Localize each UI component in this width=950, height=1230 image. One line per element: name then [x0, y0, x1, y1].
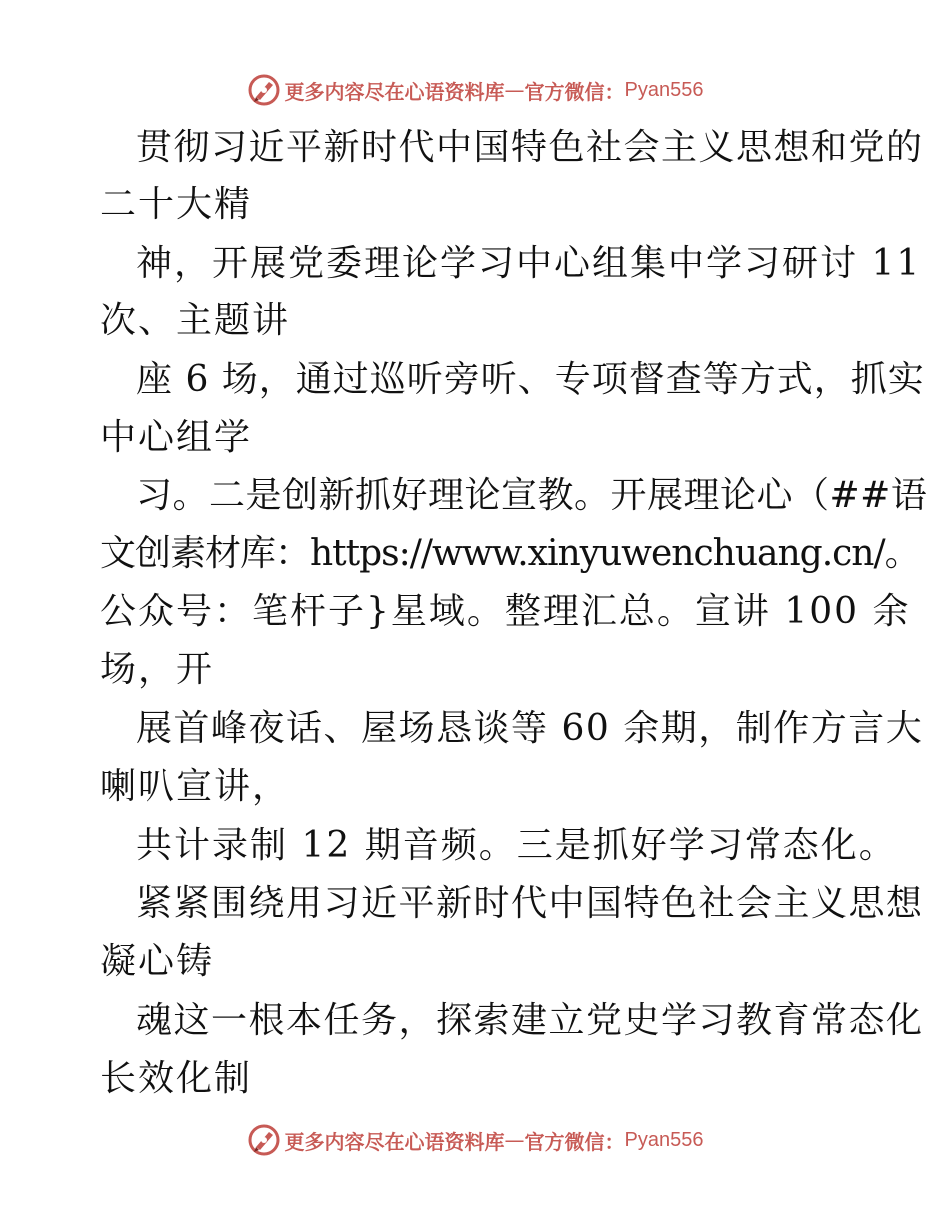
text-line: 公众号：笔杆子}星域。整理汇总。宣讲 100 余 [100, 591, 911, 632]
text-line: 魂这一根本任务，探索建立党史学习教育常态化 [136, 1000, 924, 1041]
watermark-text: 更多内容尽在心语资料库 [284, 1129, 505, 1154]
text-line: 二十大精 [100, 184, 253, 225]
watermark-account: Pyan556 [624, 78, 704, 101]
text-line: 贯彻习近平新时代中国特色社会主义思想和党的 [136, 127, 924, 168]
watermark-dash: — [504, 78, 525, 102]
watermark-text: 更多内容尽在心语资料库 [284, 79, 505, 104]
text-line: 喇叭宣讲， [100, 766, 291, 807]
text-line: 中心组学 [100, 417, 253, 458]
text-line: 座 6 场，通过巡听旁听、专项督查等方式，抓实 [136, 359, 925, 400]
header-watermark [0, 70, 950, 110]
text-line: 展首峰夜话、屋场恳谈等 60 余期，制作方言大 [136, 708, 924, 749]
footer-watermark [0, 1120, 950, 1160]
text-line: 长效化制 [100, 1058, 253, 1099]
text-line: 神，开展党委理论学习中心组集中学习研讨 11 [136, 243, 922, 284]
text-line: 共计录制 12 期音频。三是抓好学习常态化。 [136, 825, 897, 866]
watermark-label: 官方微信： [524, 1129, 625, 1154]
pen-logo-icon [247, 1123, 281, 1157]
text-line: 习。二是创新抓好理论宣教。开展理论心（##语 [136, 475, 928, 516]
text-line: 场，开 [100, 649, 215, 690]
pen-logo-icon [247, 73, 281, 107]
watermark-label: 官方微信： [524, 79, 625, 104]
watermark-dash: — [504, 1128, 525, 1152]
text-line: 次、主题讲 [100, 300, 291, 341]
text-line: 凝心铸 [100, 941, 215, 982]
watermark-account: Pyan556 [624, 1128, 704, 1151]
text-line: 文创素材库：https://www.xinyuwenchuang.cn/。 [100, 533, 920, 574]
text-line: 紧紧围绕用习近平新时代中国特色社会主义思想 [136, 883, 924, 924]
